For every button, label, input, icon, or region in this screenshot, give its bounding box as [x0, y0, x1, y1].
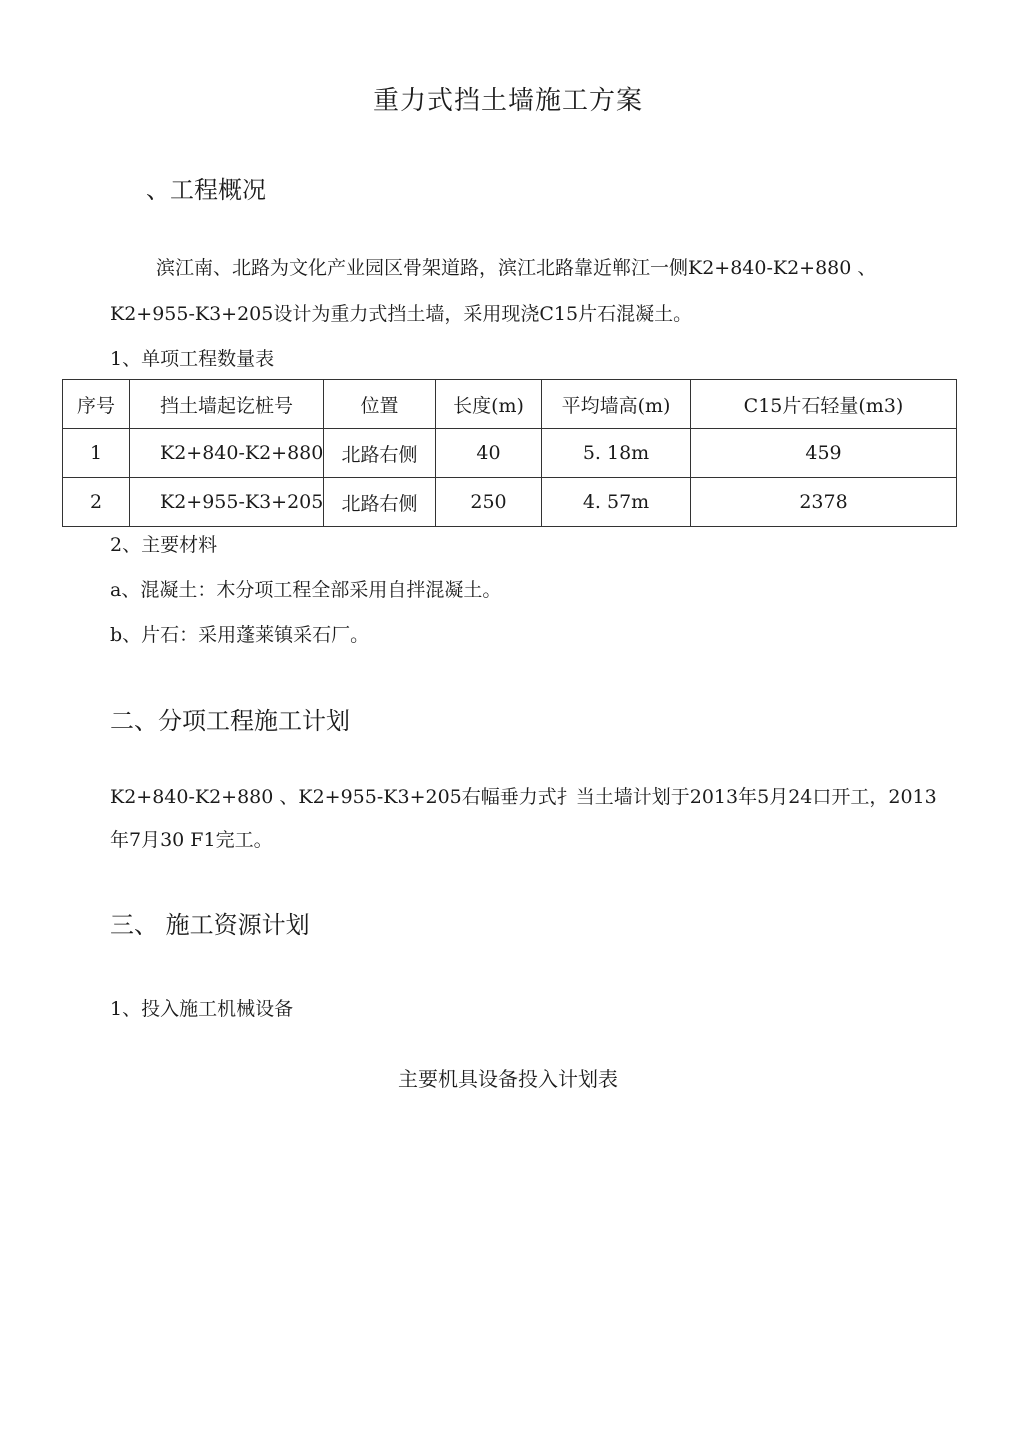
cell-avg-height: 5. 18m	[542, 429, 691, 478]
table-row	[63, 429, 957, 478]
cell-stake: K2+840-K2+880	[130, 429, 324, 478]
section-1-paragraph-line-1: 滨江南、北路为文化产业园区骨架道路，滨江北路靠近郸江一侧K2+840-K2+880 、	[156, 257, 877, 279]
header-cell-position: 位置	[324, 380, 436, 429]
materials-label: 2、主要材料	[110, 534, 218, 556]
section-1-heading: 、工程概况	[146, 176, 266, 204]
cell-stake: K2+955-K3+205	[130, 478, 324, 527]
header-cell-length: 长度(m)	[436, 380, 542, 429]
header-cell-avg-height: 平均墙高(m)	[542, 380, 691, 429]
equipment-table-caption: 主要机具设备投入计划表	[398, 1067, 618, 1091]
section-2-paragraph-line-2: 年7月30 F1完工。	[110, 829, 273, 851]
section-2-heading: 二、分项工程施工计划	[110, 707, 350, 735]
section-3-heading: 三、 施工资源计划	[110, 911, 310, 939]
table-header-row	[63, 380, 957, 429]
cell-index: 2	[63, 478, 130, 527]
quantity-table-label: 1、单项工程数量表	[110, 348, 275, 370]
cell-volume: 2378	[691, 478, 957, 527]
cell-index: 1	[63, 429, 130, 478]
cell-position: 北路右侧	[324, 478, 436, 527]
material-item-concrete: a、混凝土：木分项工程全部采用自拌混凝土。	[110, 579, 502, 601]
header-cell-volume: C15片石轻量(m3)	[691, 380, 957, 429]
section-2-paragraph-line-1: K2+840-K2+880 、K2+955-K3+205右幅垂力式扌当土墙计划于2013年5月24口开工，2013	[110, 786, 937, 808]
cell-length: 40	[436, 429, 542, 478]
material-item-stone: b、片石：采用蓬莱镇采石厂。	[110, 624, 370, 646]
cell-length: 250	[436, 478, 542, 527]
table-row	[63, 478, 957, 527]
cell-position: 北路右侧	[324, 429, 436, 478]
section-1-paragraph-line-2: K2+955-K3+205设计为重力式挡土墙，采用现浇C15片石混凝土。	[110, 303, 693, 325]
cell-avg-height: 4. 57m	[542, 478, 691, 527]
quantity-table	[62, 379, 956, 527]
cell-volume: 459	[691, 429, 957, 478]
header-cell-index: 序号	[63, 380, 130, 429]
equipment-label: 1、投入施工机械设备	[110, 998, 294, 1020]
document-title: 重力式挡土墙施工方案	[372, 86, 643, 116]
header-cell-stake: 挡土墙起讫桩号	[130, 380, 324, 429]
